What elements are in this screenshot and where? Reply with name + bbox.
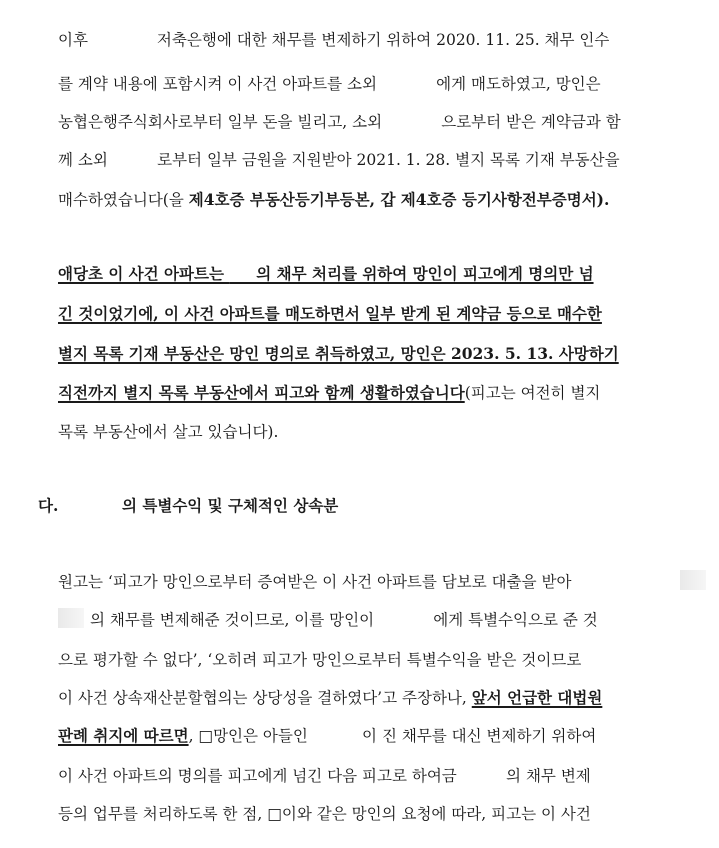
- para3-line-7: 등의 업무를 처리하도록 한 점, □이와 같은 망인의 요청에 따라, 피고는 이 사건: [58, 805, 591, 823]
- para3-line-5-b: , □망인은 아들인 이 진 채무를 대신 변제하기 위하여: [188, 727, 597, 745]
- para2-line-4: [58, 383, 600, 403]
- para1-line-2: 를 계약 내용에 포함시켜 이 사건 아파트를 소외 에게 매도하였고, 망인은: [58, 75, 601, 93]
- para1-line-5-start: 매수하였습니다(을: [58, 191, 189, 209]
- section-heading-prefix: 다.: [38, 496, 59, 515]
- redaction-block: [58, 608, 84, 628]
- para2-line-4-a: 직전까지 별지 목록 부동산에서 피고와 함께 생활하였습니다: [58, 383, 465, 402]
- para3-line-5-a: 판례 취지에 따르면: [58, 726, 189, 745]
- para2-line-3: 별지 목록 기재 부동산은 망인 명의로 취득하였고, 망인은 2023. 5. 13. 사망하기: [58, 344, 619, 363]
- para2-line-1: [58, 264, 594, 284]
- para3-line-4-a: 이 사건 상속재산분할협의는 상당성을 결하였다’고 주장하나,: [58, 689, 472, 707]
- para2-line-5: 목록 부동산에서 살고 있습니다).: [58, 423, 279, 441]
- para3-line-2: 의 채무를 변제해준 것이므로, 이를 망인이 에게 특별수익으로 준 것: [90, 611, 598, 629]
- para3-line-4-b: 앞서 언급한 대법원: [471, 688, 603, 707]
- para2-line-2: 긴 것이었기에, 이 사건 아파트를 매도하면서 일부 받게 된 계약금 등으로 매수한: [58, 304, 602, 323]
- section-heading: 의 특별수익 및 구체적인 상속분: [122, 496, 339, 515]
- para2-line-1-b: 의 채무 처리를 위하여 망인이 피고에게 명의만 넘: [229, 264, 594, 283]
- para1-line-1: 이후 저축은행에 대한 채무를 변제하기 위하여 2020. 11. 25. 채무 인수: [58, 31, 610, 49]
- para3-line-6: 이 사건 아파트의 명의를 피고에게 넘긴 다음 피고로 하여금 의 채무 변제: [58, 767, 591, 785]
- para1-line-4: 께 소외 로부터 일부 금원을 지원받아 2021. 1. 28. 별지 목록 기재 부동산을: [58, 151, 620, 169]
- para1-evidence-ref: 제4호증 부동산등기부등본, 갑 제4호증 등기사항전부증명서).: [188, 190, 610, 209]
- para1-line-5: [58, 190, 609, 210]
- para3-line-1: 원고는 ‘피고가 망인으로부터 증여받은 이 사건 아파트를 담보로 대출을 받아: [58, 573, 572, 591]
- redaction-block: [680, 570, 706, 590]
- para3-line-4: [58, 688, 602, 708]
- para3-line-3: 으로 평가할 수 없다’, ‘오히려 피고가 망인으로부터 특별수익을 받은 것이므로: [58, 651, 582, 669]
- para2-line-1-a: 애당초 이 사건 아파트는: [58, 264, 230, 283]
- para2-line-4-b: (피고는 여전히 별지: [464, 384, 601, 402]
- para1-line-3: 농협은행주식회사로부터 일부 돈을 빌리고, 소외 으로부터 받은 계약금과 함: [58, 113, 621, 131]
- para3-line-5: [58, 726, 596, 746]
